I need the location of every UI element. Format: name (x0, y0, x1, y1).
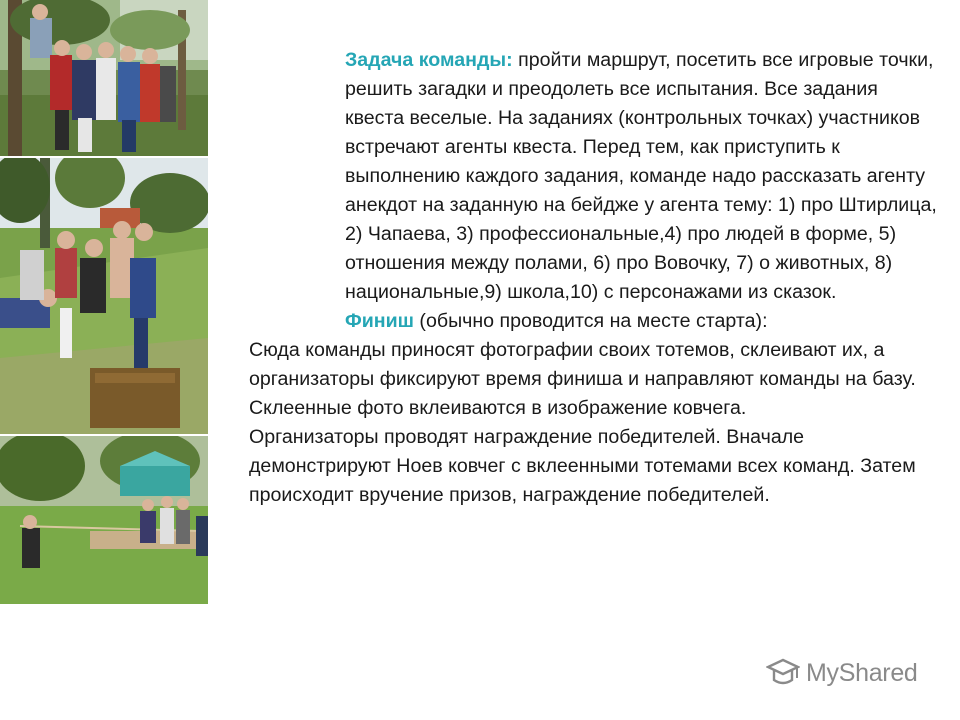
task-heading: Задача команды: (345, 49, 513, 71)
slide-text (249, 46, 939, 510)
finish-paragraph (249, 307, 939, 336)
finish-heading: Финиш (345, 310, 414, 332)
awards-paragraph: Организаторы проводят награждение победителей. Вначале демонстрируют Ноев ковчег с вклеенными тотемами всех команд. Затем происходит вручение призов, награждение победителей. (249, 426, 916, 506)
task-paragraph (249, 46, 939, 307)
totems-paragraph: Сюда команды приносят фотографии своих тотемов, склеивают их, а организаторы фиксируют время финиша и направляют команды на базу. Склеенные фото вклеиваются в изображение ковчега. (249, 339, 916, 419)
photo-tug-of-war (0, 436, 208, 604)
watermark-text: MyShared (806, 658, 918, 687)
myshared-watermark (766, 655, 918, 691)
finish-text: (обычно проводится на месте старта): (413, 310, 768, 332)
photo-team-on-slope (0, 158, 208, 434)
photo-tree-climbing (0, 0, 208, 156)
mortarboard-icon (766, 656, 800, 690)
task-text: пройти маршрут, посетить все игровые точки, решить загадки и преодолеть все испытания. Все задания квеста веселые. На заданиях (контрольных точках) участников встречают агенты квеста. Перед тем, как приступить к выполнению каждого задания, команде надо рассказать агенту анекдот на заданную на бейдже у агента тему: 1) про Штирлица, 2) Чапаева, 3) профессиональные,4) про людей в форме, 5) отношения между полами, 6) про Вовочку, 7) о животных, 8) национальные,9) школа,10) с персонажами из сказок. (345, 49, 937, 303)
